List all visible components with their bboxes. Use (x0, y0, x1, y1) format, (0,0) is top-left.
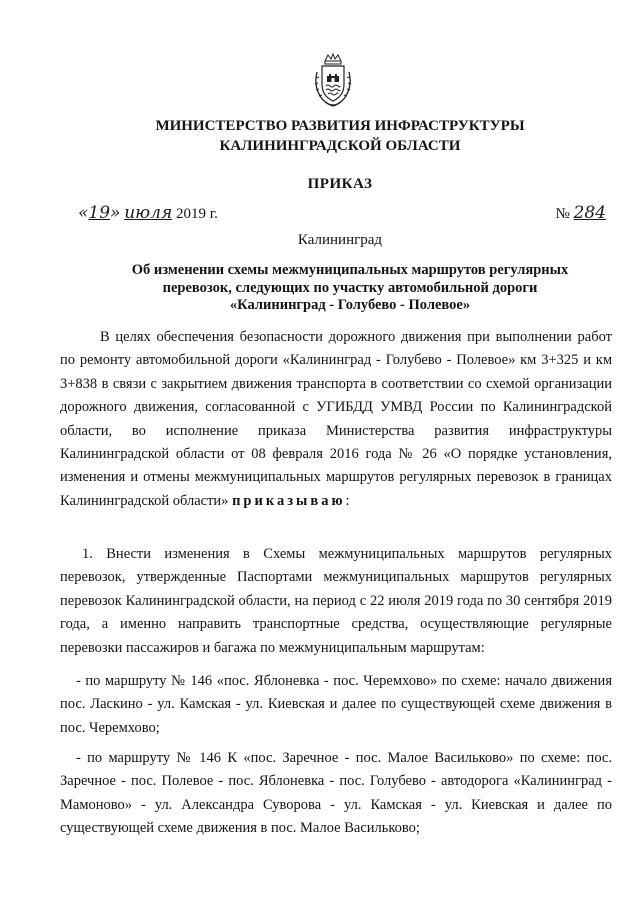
number-prefix: № (555, 206, 570, 222)
date-day-handwritten: 19 (88, 203, 111, 223)
ministry-line-2: КАЛИНИНГРАДСКОЙ ОБЛАСТИ (219, 138, 461, 154)
subject-line-2: перевозок, следующих по участку автомобильной дороги (162, 279, 538, 296)
subject-line-1: Об изменении схемы межмуниципальных маршрутов регулярных (131, 262, 569, 278)
ministry-line-1: МИНИСТЕРСТВО РАЗВИТИЯ ИНФРАСТРУКТУРЫ (155, 118, 525, 134)
date-year: 2019 г. (175, 206, 218, 222)
date-open-quote: « (78, 203, 89, 223)
order-subject (100, 262, 600, 315)
ministry-name (60, 116, 620, 156)
date-close-quote: » (110, 203, 121, 223)
preamble-text: В целях обеспечения безопасности дорожного движения при выполнении работ по ремонту автомобильной дороги «Калининград - Голубево - Полевое» км 3+325 и км 3+838 в связи с закрытием движения транспорта в соответствии со схемой организации дорожного движения, согласованной с УГИБДД УМВД России по Калининградской области, во исполнение приказа Министерства развития инфраструктуры Калининградской области от 08 февраля 2016 года № 26 «О порядке установления, изменения и отмены межмуниципальных маршрутов регулярных перевозок в границах Калининградской области» (60, 329, 612, 509)
city-name: Калининград (297, 232, 383, 248)
coat-of-arms-icon (311, 52, 355, 108)
order-number (555, 203, 606, 223)
number-value-handwritten: 284 (573, 203, 606, 223)
route-146-paragraph: - по маршруту № 146 «пос. Яблоневка - пос. Черемхово» по схеме: начало движения пос. Ласкино - ул. Камская - ул. Киевская и далее по существующей схеме движения в пос. Черемхово; (60, 673, 612, 736)
subject-line-3: «Калининград - Голубево - Полевое» (229, 297, 471, 313)
order-command: приказываю (232, 492, 346, 509)
order-title: ПРИКАЗ (307, 176, 373, 192)
route-146k-paragraph: - по маршруту № 146 К «пос. Заречное - пос. Малое Васильково» по схеме: пос. Заречное - пос. Полевое - пос. Яблоневка - пос. Голубево - автодорога «Калининград - Мамоново» - ул. Александра Суворова - ул. Камская - ул. Киевская и далее по существующей схеме движения в пос. Малое Васильково; (60, 750, 612, 837)
clause-1-paragraph: 1. Внести изменения в Схемы межмуниципальных маршрутов регулярных перевозок, утвержденные Паспортами межмуниципальных маршрутов регулярных перевозок Калининградской области, на период с 22 июля 2019 года по 30 сентября 2019 года, а именно направить транспортные средства, осуществляющие регулярные перевозки пассажиров и багажа по межмуниципальным маршрутам: (60, 546, 612, 656)
preamble-paragraph (60, 326, 612, 513)
date-month-handwritten: июля (124, 203, 173, 223)
order-date (78, 203, 218, 223)
preamble-end: : (345, 492, 350, 509)
